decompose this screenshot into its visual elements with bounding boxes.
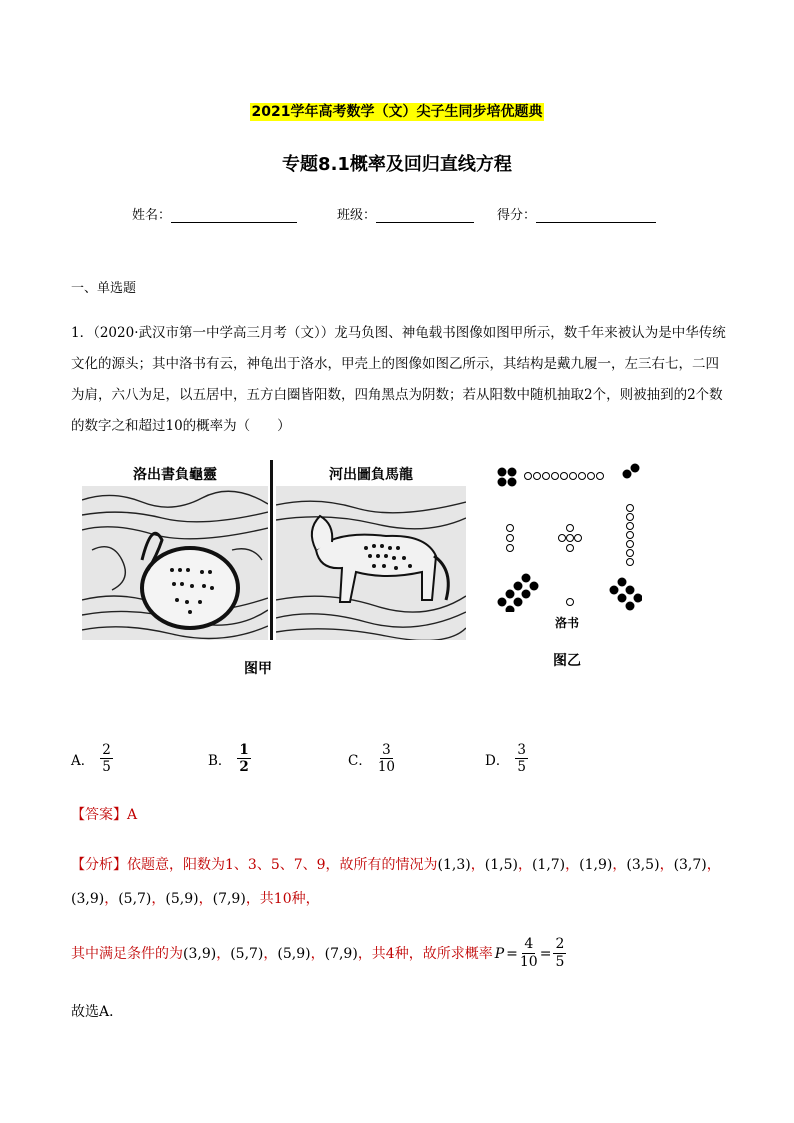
analysis-line-3: 其中满足条件的为 (3,9) ， (5,7) ， (5,9) ， (7,9) ，共4种，故所求概率 P = $\frac{4}{10}$ = $\frac{2}{5}$ bbox=[71, 936, 565, 970]
answer-options bbox=[71, 742, 731, 788]
analysis-block bbox=[71, 848, 751, 971]
name-field[interactable]: 姓名： bbox=[132, 204, 297, 223]
answer-label: 【答案】 bbox=[71, 807, 127, 823]
question-1 bbox=[71, 318, 731, 442]
class-field[interactable]: 班级： bbox=[337, 204, 474, 223]
analysis-label: 【分析】 bbox=[71, 857, 127, 873]
turtle-illustration bbox=[82, 460, 268, 640]
luoshu-dots bbox=[492, 462, 642, 612]
question-number: 1． bbox=[71, 325, 94, 341]
answer-line bbox=[71, 804, 137, 824]
option-b[interactable]: B． $\frac{1}{2}$ bbox=[208, 742, 249, 775]
section-heading: 一、单选题 bbox=[71, 281, 137, 296]
answer-value: A bbox=[127, 807, 138, 823]
option-d[interactable]: D． $\frac{3}{5}$ bbox=[485, 742, 526, 775]
series-title: 2021学年高考数学（文）尖子生同步培优题典 bbox=[251, 104, 543, 120]
figure-b-caption: 图乙 bbox=[553, 653, 581, 669]
page-title: 专题8.1概率及回归直线方程 bbox=[282, 154, 512, 175]
luoshu-label: 洛书 bbox=[555, 616, 580, 630]
question-text: （2020·武汉市第一中学高三月考（文））龙马负图、神龟载书图像如图甲所示，数千年来被认为是中华传统文化的源头；其中洛书有云，神龟出于洛水，甲壳上的图像如图乙所示，其结构是戴九履一，左三右七，二四为肩，六八为足，以五居中，五方白圈皆阳数，四角黑点为阴数；若从阳数中随机抽取2个，则被抽到的2个数的数字之和超过10的概率为（ ） bbox=[71, 325, 726, 434]
figure-a-right-title: 河出圖負馬龍 bbox=[329, 467, 413, 483]
panel-divider bbox=[270, 460, 273, 640]
conclusion: 故选A． bbox=[71, 1004, 124, 1020]
horse-illustration bbox=[276, 460, 466, 640]
option-a[interactable]: A． $\frac{2}{5}$ bbox=[71, 742, 111, 775]
figure-a-caption: 图甲 bbox=[244, 661, 272, 677]
figure-a-left-title: 洛出書負龜靈 bbox=[133, 467, 217, 483]
figure-a bbox=[82, 460, 466, 642]
score-field[interactable]: 得分： bbox=[497, 204, 656, 223]
analysis-line-2: (3,9)，(5,7)，(5,9)，(7,9)，共10种， bbox=[71, 891, 320, 907]
analysis-line-1: 【分析】依题意，阳数为1、3、5、7、9，故所有的情况为(1,3)，(1,5)，(1,7)，(1,9)，(3,5)，(3,7)， bbox=[71, 857, 721, 873]
option-c[interactable]: C． $\frac{3}{10}$ bbox=[348, 742, 396, 775]
